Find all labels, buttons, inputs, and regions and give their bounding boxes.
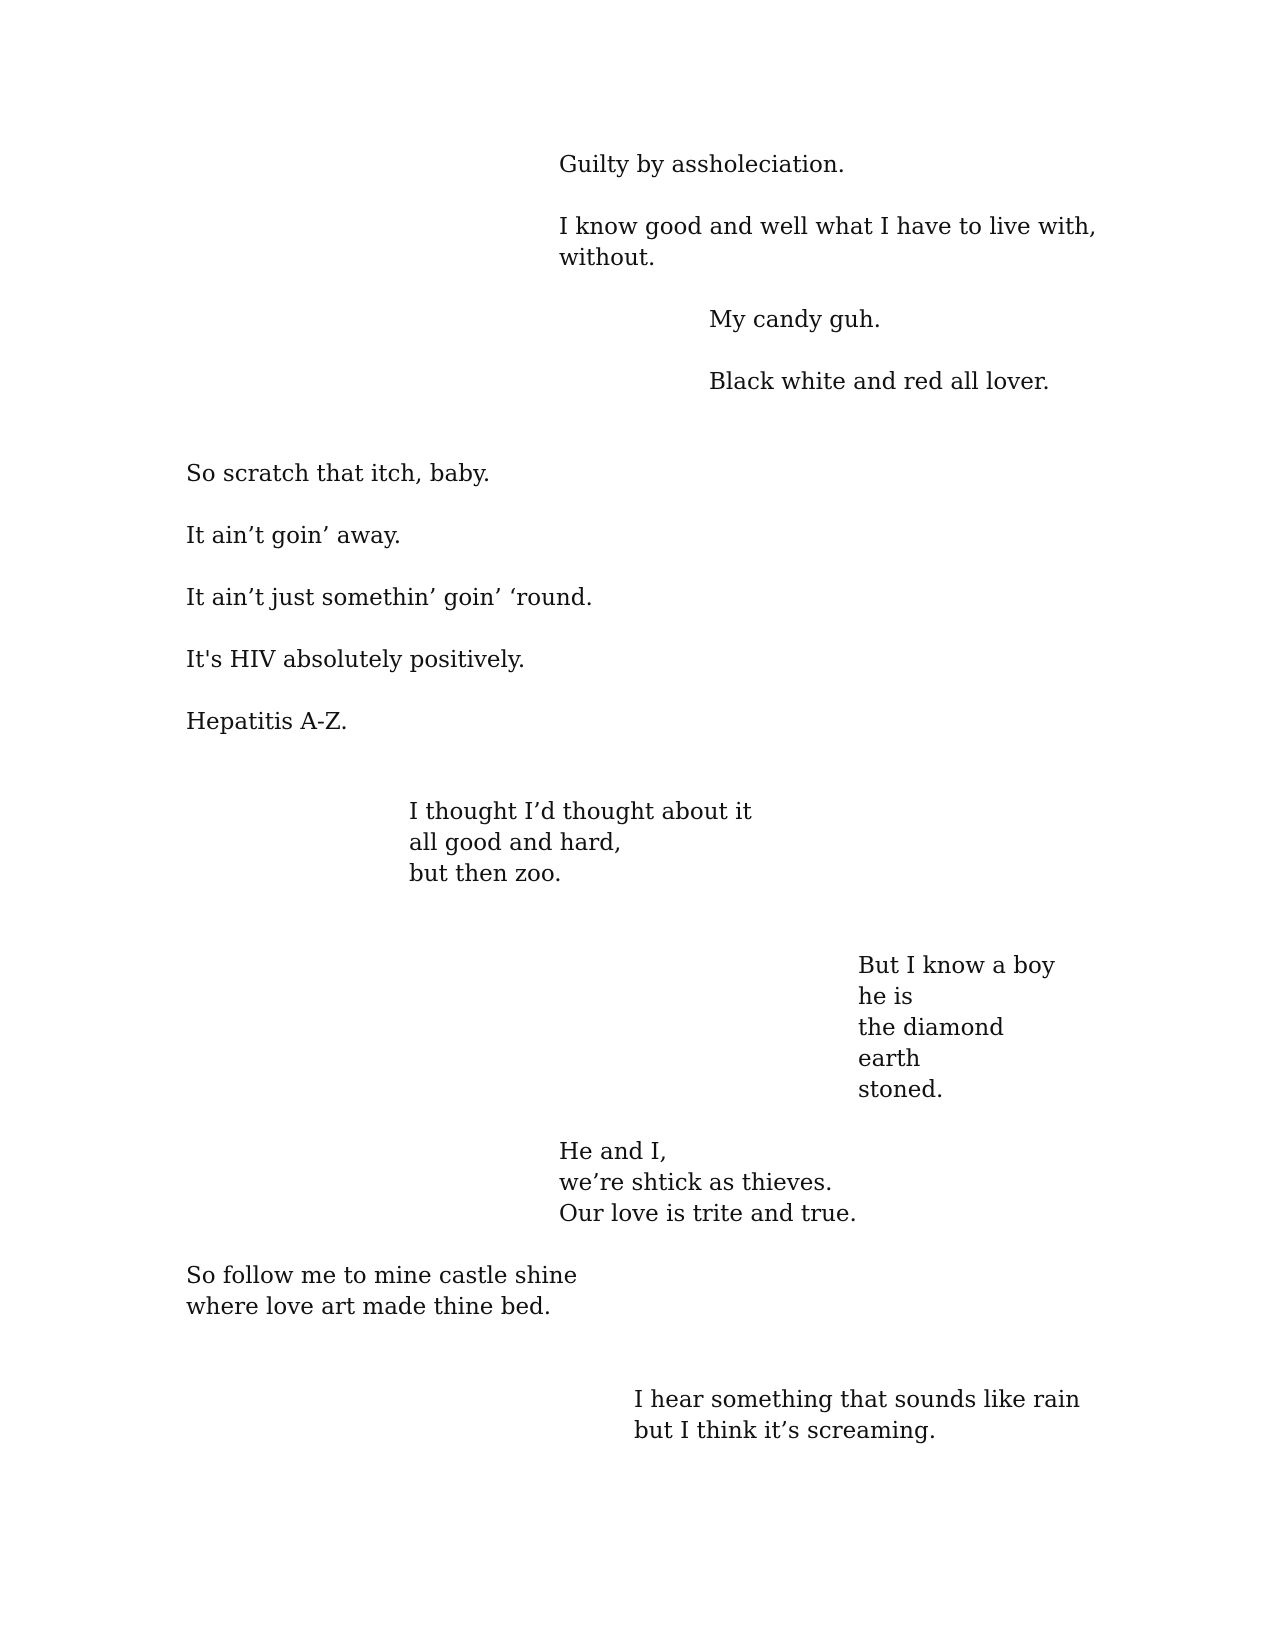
poem-line: But I know a boy — [858, 953, 1055, 979]
poem-line: stoned. — [858, 1077, 944, 1103]
poem-line: It ain’t just somethin’ goin’ ‘round. — [186, 585, 593, 611]
stanza-thought — [409, 797, 752, 890]
stanza-he-and-i — [559, 1137, 857, 1230]
poem-line: the diamond — [858, 1015, 1004, 1041]
poem-line: I hear something that sounds like rain — [634, 1387, 1081, 1413]
stanza-hepatitis — [186, 707, 348, 738]
poem-line: My candy guh. — [709, 307, 881, 333]
poem-line: but I think it’s screaming. — [634, 1418, 936, 1444]
poem-line: I know good and well what I have to live with, — [559, 214, 1097, 240]
poem-line: all good and hard, — [409, 830, 622, 856]
poem-line: but then zoo. — [409, 861, 562, 887]
stanza-hiv — [186, 645, 525, 676]
stanza-boy — [858, 951, 1055, 1106]
poem-line: Black white and red all lover. — [709, 369, 1050, 395]
poem-line: without. — [559, 245, 656, 271]
poem-line: It's HIV absolutely positively. — [186, 647, 526, 673]
poem-line: He and I, — [559, 1139, 667, 1165]
poem-line: Hepatitis A-Z. — [186, 709, 348, 735]
stanza-goin-away — [186, 521, 401, 552]
poem-line: where love art made thine bed. — [186, 1294, 552, 1320]
poem-line: we’re shtick as thieves. — [559, 1170, 833, 1196]
stanza-i-know-good — [559, 212, 1096, 274]
stanza-rain — [634, 1385, 1080, 1447]
stanza-black-white — [709, 367, 1050, 398]
stanza-guilty — [559, 150, 845, 181]
poem-line: Guilty by assholeciation. — [559, 152, 845, 178]
stanza-scratch — [186, 459, 490, 490]
stanza-goin-round — [186, 583, 593, 614]
poem-line: Our love is trite and true. — [559, 1201, 857, 1227]
poem-line: earth — [858, 1046, 921, 1072]
stanza-castle — [186, 1261, 577, 1323]
stanza-candy — [709, 305, 881, 336]
poem-line: So follow me to mine castle shine — [186, 1263, 578, 1289]
poem-line: I thought I’d thought about it — [409, 799, 752, 825]
poem-line: So scratch that itch, baby. — [186, 461, 491, 487]
poem-line: It ain’t goin’ away. — [186, 523, 402, 549]
poem-line: he is — [858, 984, 913, 1010]
